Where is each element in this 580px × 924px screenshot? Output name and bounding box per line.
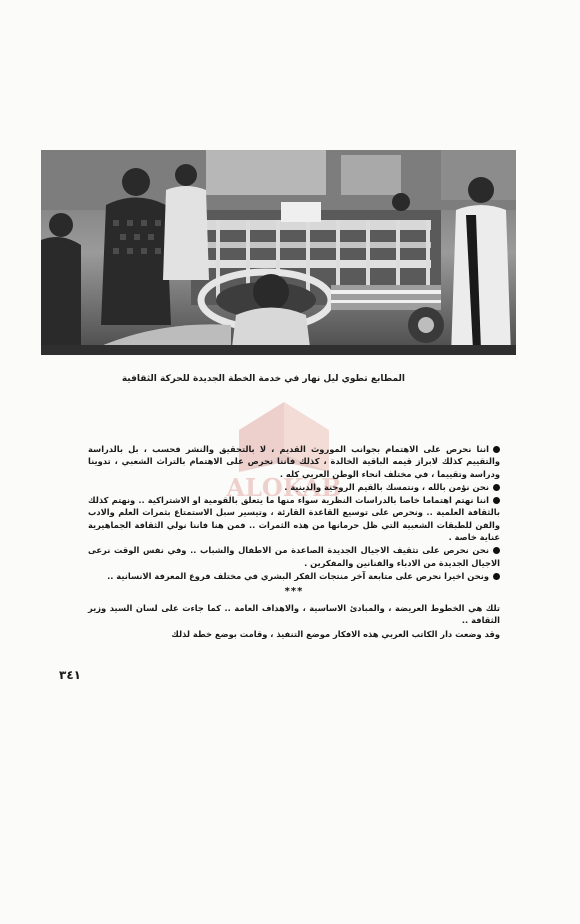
article-body: [88, 443, 500, 642]
bullet-icon: [493, 547, 500, 554]
paragraph-text: نحن نحرص على تثقيف الاجيال الجديدة الصاعدة من الاطفال والشباب .. وفي نفس الوقت نرعى الاجيال الجديدة من الادباء والفنانين والمفكرين .: [88, 545, 500, 568]
paragraph-3: [88, 494, 500, 543]
paragraph-1: [88, 443, 500, 480]
paragraph-2: [88, 481, 500, 493]
bullet-icon: [493, 497, 500, 504]
printing-press-photo: [41, 150, 516, 355]
closing-paragraph-1: تلك هي الخطوط العريضة ، والمبادئ الاساسية ، والاهداف العامة .. كما جاءت على لسان السيد وزير الثقافة ..: [88, 602, 500, 625]
printing-press-illustration: [41, 150, 516, 355]
closing-paragraph-2: وقد وضعت دار الكاتب العربي هذه الافكار موضع التنفيذ ، وقامت بوضع خطة لذلك: [171, 629, 500, 640]
page-number: ٣٤١: [59, 668, 81, 682]
section-separator: ***: [284, 586, 304, 598]
bullet-icon: [493, 484, 500, 491]
bullet-icon: [493, 446, 500, 453]
paragraph-4: [88, 544, 500, 569]
photo-caption: المطابع تطوي ليل نهار في خدمة الخطة الجديدة للحركة الثقافية: [121, 374, 405, 384]
paragraph-text: اننا نهتم اهتماما خاصا بالدراسات النظرية سواء منها ما يتعلق بالقومية او الاشتراكية .. ونهتم كذلك بالثقافة العلمية .. ونحرص على توسيع القاعدة القارئة ، وتيسير سبل الاستمتاع بثمرات العلم والادب والفن للطبقات الشعبية التي ظل حرمانها من هذه الثمرات .. فمن هنا فاننا نولي الثقافة الجماهيرية عناية خاصة .: [88, 495, 500, 543]
paragraph-5: [88, 570, 500, 582]
paragraph-text: اننا نحرص على الاهتمام بجوانب الموروث القديم ، لا بالتحقيق والنشر فحسب ، بل بالدراسة والتقييم كذلك لابراز قيمه الباقية الخالدة ، كذلك فاننا نحرص على الاهتمام بالتراث الشعبي ، تدوينا ودراسة وتقييما ، في مختلف انحاء الوطن العربي كله .: [88, 444, 500, 479]
bullet-icon: [493, 573, 500, 580]
watermark-text: ALOKAB: [226, 473, 342, 502]
paragraph-text: ونحن اخيرا نحرص على متابعة آخر منتجات الفكر البشري في مختلف فروع المعرفة الانسانية ..: [107, 570, 489, 581]
paragraph-text: نحن نؤمن بالله ، ونتمسك بالقيم الروحية والدينية .: [284, 481, 489, 492]
